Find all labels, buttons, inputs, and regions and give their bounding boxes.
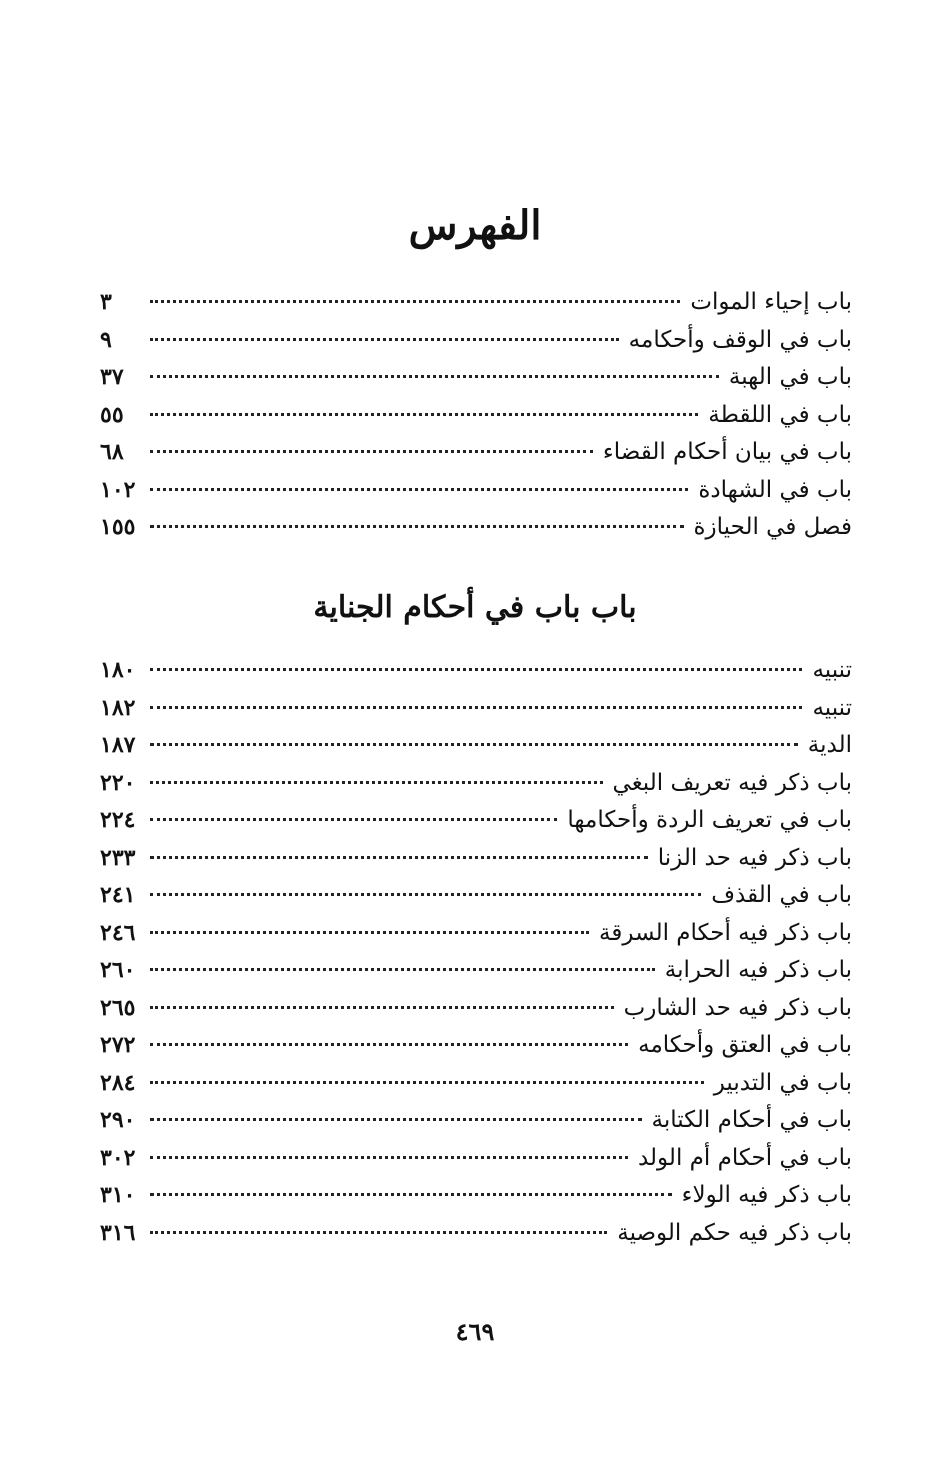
toc-entry-label: باب ذكر فيه أحكام السرقة: [599, 919, 852, 946]
toc-entry: [100, 1065, 852, 1103]
toc-entry-label: باب في الشهادة: [698, 476, 852, 503]
toc-entry-page: ٢٧٢: [100, 1032, 136, 1058]
section-title: باب باب في أحكام الجناية: [313, 590, 637, 625]
toc-entry-page: ٢٦٥: [100, 994, 136, 1021]
toc-entry: [100, 840, 852, 878]
dot-leader: [150, 1156, 628, 1159]
toc-entry-label: باب إحياء الموات: [690, 289, 852, 315]
toc-entry-page: ٢٣٣: [100, 844, 136, 871]
toc-entry-page: ١٠٢: [100, 476, 136, 503]
toc-entry-label: باب في العتق وأحكامه: [638, 1032, 852, 1058]
toc-list-second: [100, 652, 852, 1252]
dot-leader: [150, 413, 698, 416]
toc-entry-page: ٥٥: [100, 401, 124, 428]
footer-page-number: ٤٦٩: [455, 1317, 495, 1346]
toc-entry: [100, 472, 852, 510]
toc-entry-page: ٣١٦: [100, 1219, 136, 1246]
dot-leader: [150, 1043, 628, 1046]
toc-entry-label: الدية: [807, 732, 852, 758]
page-title: الفهرس: [408, 202, 542, 249]
toc-entry-label: باب في أحكام الكتابة: [651, 1107, 852, 1133]
dot-leader: [150, 1231, 607, 1234]
toc-entry-label: باب في تعريف الردة وأحكامها: [567, 807, 852, 833]
toc-entry-label: باب ذكر فيه الحرابة: [664, 957, 852, 983]
dot-leader: [150, 968, 655, 971]
toc-entry-page: ٣: [100, 289, 112, 315]
toc-entry-page: ٣٧: [100, 364, 124, 390]
dot-leader: [150, 743, 798, 746]
toc-entry-page: ٢٨٤: [100, 1069, 136, 1096]
toc-list-first: [100, 284, 852, 547]
toc-entry-label: باب ذكر فيه تعريف البغي: [612, 769, 852, 796]
toc-entry: [100, 359, 852, 397]
toc-entry-label: باب في بيان أحكام القضاء: [602, 439, 852, 465]
dot-leader: [150, 525, 684, 528]
toc-entry: [100, 802, 852, 840]
dot-leader: [150, 856, 648, 859]
dot-leader: [150, 300, 680, 303]
toc-entry-label: باب في الوقف وأحكامه: [628, 326, 852, 353]
dot-leader: [150, 488, 688, 491]
dot-leader: [150, 1006, 614, 1009]
toc-entry: [100, 652, 852, 690]
toc-entry-page: ٢٤٦: [100, 919, 136, 946]
toc-entry-label: باب في اللقطة: [708, 401, 852, 428]
toc-entry: [100, 1140, 852, 1178]
dot-leader: [150, 450, 593, 453]
toc-entry: [100, 397, 852, 435]
toc-entry-label: باب في الهبة: [728, 364, 852, 390]
toc-entry: [100, 434, 852, 472]
toc-entry: [100, 690, 852, 728]
dot-leader: [150, 781, 603, 784]
toc-entry: [100, 509, 852, 547]
toc-entry: [100, 1027, 852, 1065]
toc-entry-page: ١٥٥: [100, 514, 136, 540]
dot-leader: [150, 1081, 704, 1084]
toc-entry-page: ٢٤١: [100, 882, 136, 908]
toc-entry-label: باب في أحكام أم الولد: [637, 1144, 852, 1171]
toc-entry-page: ١٨٢: [100, 694, 136, 721]
toc-entry: [100, 952, 852, 990]
toc-entry-page: ٣١٠: [100, 1182, 136, 1208]
dot-leader: [150, 931, 589, 934]
toc-entry: [100, 765, 852, 803]
toc-entry: [100, 1102, 852, 1140]
toc-entry-label: تنبيه: [812, 694, 852, 721]
toc-entry-page: ٢٩٠: [100, 1107, 136, 1133]
dot-leader: [150, 338, 619, 341]
toc-entry-page: ٢٢٠: [100, 769, 136, 796]
toc-entry-label: باب ذكر فيه الولاء: [681, 1182, 852, 1208]
dot-leader: [150, 1118, 642, 1121]
toc-entry-page: ١٨٠: [100, 657, 136, 683]
dot-leader: [150, 668, 802, 671]
toc-entry-page: ١٨٧: [100, 732, 136, 758]
toc-entry-page: ٢٢٤: [100, 807, 136, 833]
toc-entry: [100, 915, 852, 953]
toc-entry: [100, 322, 852, 360]
dot-leader: [150, 375, 719, 378]
toc-entry-label: باب ذكر فيه حد الشارب: [623, 994, 852, 1021]
toc-entry-label: باب ذكر فيه حد الزنا: [657, 844, 852, 871]
toc-entry-label: باب في القذف: [711, 882, 852, 908]
toc-entry-label: تنبيه: [812, 657, 852, 683]
toc-entry-label: فصل في الحيازة: [693, 514, 852, 540]
toc-entry-page: ٣٠٢: [100, 1144, 136, 1171]
toc-entry-page: ٩: [100, 326, 112, 353]
toc-entry: [100, 877, 852, 915]
toc-entry-label: باب في التدبير: [713, 1069, 852, 1096]
toc-entry: [100, 284, 852, 322]
toc-entry-page: ٦٨: [100, 439, 124, 465]
toc-entry-label: باب ذكر فيه حكم الوصية: [617, 1219, 852, 1246]
toc-entry: [100, 990, 852, 1028]
dot-leader: [150, 706, 802, 709]
dot-leader: [150, 893, 701, 896]
toc-entry: [100, 727, 852, 765]
dot-leader: [150, 818, 557, 821]
toc-entry: [100, 1177, 852, 1215]
toc-entry-page: ٢٦٠: [100, 957, 136, 983]
toc-entry: [100, 1215, 852, 1253]
dot-leader: [150, 1193, 672, 1196]
